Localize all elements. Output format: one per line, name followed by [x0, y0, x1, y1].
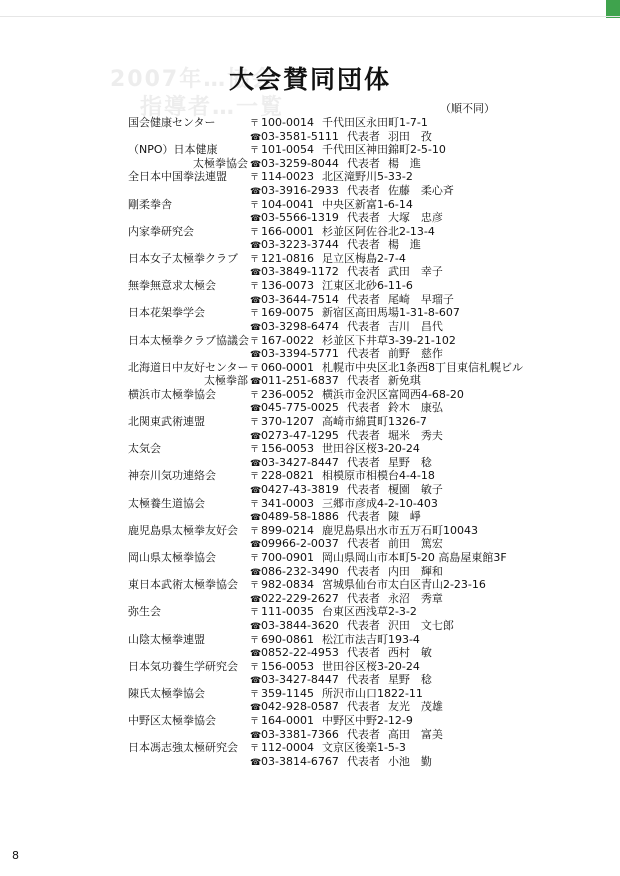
phone-number: 03-3644-7514 — [261, 292, 339, 306]
postal-mark-icon: 〒 — [250, 526, 260, 537]
address: 中央区新富1-6-14 — [321, 197, 413, 211]
representative-label: 代表者 — [346, 618, 380, 632]
phone-number: 03-3381-7366 — [261, 727, 339, 741]
organization-name: 日本気功養生学研究会 — [128, 659, 238, 673]
address: 台東区西浅草2-3-2 — [321, 605, 417, 619]
representative-name: 沢田 文七郎 — [387, 618, 454, 632]
representative-name: 小池 勤 — [387, 754, 432, 768]
phone-icon: ☎ — [250, 268, 262, 279]
address: 世田谷区桜3-20-24 — [321, 442, 420, 456]
organization-name: 剛柔拳舎 — [128, 197, 172, 211]
phone-icon: ☎ — [250, 350, 262, 360]
address: 千代田区神田錦町2-5-10 — [321, 143, 446, 157]
address: 相模原市相模台4-4-18 — [321, 469, 435, 483]
phone-number: 03-3849-1172 — [261, 265, 339, 279]
representative-label: 代表者 — [346, 510, 380, 524]
address: 足立区梅島2-7-4 — [321, 251, 406, 265]
address: 中野区中野2-12-9 — [321, 714, 413, 728]
phone-number: 03-3581-5111 — [261, 129, 339, 143]
postal-mark-icon: 〒 — [250, 472, 260, 483]
list-item — [0, 386, 620, 413]
phone-number: 03-3814-6767 — [261, 754, 339, 768]
organization-name: 日本馮志強太極研究会 — [128, 741, 238, 755]
organization-name: 山陰太極拳連盟 — [128, 632, 205, 646]
phone-number: 0273-47-1295 — [261, 428, 339, 442]
phone-icon: ☎ — [250, 730, 262, 741]
postal-mark-icon: 〒 — [250, 689, 260, 700]
representative-name: 西村 敏 — [387, 646, 432, 660]
postal-code: 060-0001 — [261, 360, 314, 374]
postal-mark-icon: 〒 — [250, 309, 260, 320]
postal-mark-icon: 〒 — [250, 635, 260, 646]
organization-name: 陳氏太極拳協会 — [128, 686, 205, 700]
organization-name: （NPO）日本健康 — [128, 143, 218, 157]
list-item — [0, 332, 620, 359]
postal-mark-icon: 〒 — [250, 254, 260, 265]
representative-label: 代表者 — [346, 211, 380, 225]
postal-code: 167-0022 — [261, 333, 314, 347]
organization-name: 日本女子太極拳クラブ — [128, 251, 238, 265]
phone-icon: ☎ — [250, 621, 262, 632]
phone-number: 03-3427-8447 — [261, 673, 339, 687]
postal-mark-icon: 〒 — [250, 146, 260, 157]
phone-number: 042-928-0587 — [261, 700, 339, 714]
list-item — [0, 739, 620, 766]
address: 杉並区下井草3-39-21-102 — [321, 333, 456, 347]
address: 世田谷区桜3-20-24 — [321, 659, 420, 673]
phone-number: 03-5566-1319 — [261, 211, 339, 225]
phone-icon: ☎ — [250, 703, 262, 714]
organization-name: 内家拳研究会 — [128, 224, 194, 238]
phone-icon: ☎ — [250, 241, 262, 252]
phone-icon: ☎ — [250, 485, 262, 496]
phone-number: 0852-22-4953 — [261, 646, 339, 660]
address: 宮城県仙台市太白区青山2-23-16 — [321, 578, 486, 592]
list-item — [0, 576, 620, 603]
list-item — [0, 223, 620, 250]
phone-number: 03-3916-2933 — [261, 183, 339, 197]
phone-rep-line — [250, 753, 432, 769]
list-item — [0, 250, 620, 277]
list-item — [0, 631, 620, 658]
postal-code: 101-0054 — [261, 143, 314, 157]
list-item — [0, 359, 620, 386]
organization-name: 神奈川気功連絡会 — [128, 469, 216, 483]
address: 文京区後楽1-5-3 — [321, 741, 406, 755]
phone-icon: ☎ — [250, 567, 262, 578]
representative-name: 星野 稔 — [387, 455, 432, 469]
address: 横浜市金沢区富岡西4-68-20 — [321, 387, 464, 401]
representative-name: 武田 幸子 — [387, 265, 443, 279]
postal-code: 690-0861 — [261, 632, 314, 646]
representative-name: 尾崎 早瑠子 — [387, 292, 454, 306]
address: 新宿区高田馬場1-31-8-607 — [321, 306, 460, 320]
phone-icon: ☎ — [250, 295, 262, 306]
organization-name: 東日本武術太極拳協会 — [128, 578, 238, 592]
postal-code: 982-0834 — [261, 578, 314, 592]
header-rule — [0, 16, 620, 17]
postal-code: 111-0035 — [261, 605, 314, 619]
representative-label: 代表者 — [346, 700, 380, 714]
order-note: （順不同） — [440, 102, 495, 115]
postal-mark-icon: 〒 — [250, 227, 260, 238]
phone-icon: ☎ — [250, 594, 262, 605]
organization-name: 日本太極拳クラブ協議会 — [128, 333, 249, 347]
postal-code: 164-0001 — [261, 714, 314, 728]
organization-list — [0, 114, 620, 767]
address: 千代田区永田町1-7-1 — [321, 116, 428, 129]
list-item — [0, 467, 620, 494]
address: 杉並区阿佐谷北2-13-4 — [321, 224, 435, 238]
postal-mark-icon: 〒 — [250, 363, 260, 374]
representative-label: 代表者 — [346, 319, 380, 333]
phone-icon: ☎ — [250, 214, 262, 225]
phone-icon: ☎ — [250, 649, 262, 660]
phone-icon: ☎ — [250, 431, 262, 442]
representative-label: 代表者 — [346, 374, 380, 388]
representative-name: 星野 稔 — [387, 673, 432, 687]
postal-code: 100-0014 — [261, 116, 314, 129]
representative-name: 高田 富美 — [387, 727, 443, 741]
address: 鹿児島県出水市五万石町10043 — [321, 523, 478, 537]
representative-name: 永沼 秀章 — [387, 591, 443, 605]
representative-label: 代表者 — [346, 591, 380, 605]
postal-mark-icon: 〒 — [250, 581, 260, 592]
representative-label: 代表者 — [346, 183, 380, 197]
representative-label: 代表者 — [346, 347, 380, 360]
organization-name: 全日本中国拳法連盟 — [128, 170, 227, 184]
list-item — [0, 522, 620, 549]
postal-mark-icon: 〒 — [250, 445, 260, 456]
organization-name: 太気会 — [128, 442, 161, 456]
phone-icon: ☎ — [250, 132, 262, 143]
representative-name: 前田 篤宏 — [387, 537, 443, 551]
postal-code: 359-1145 — [261, 686, 314, 700]
representative-name: 楊 進 — [387, 156, 421, 170]
postal-mark-icon: 〒 — [250, 119, 260, 129]
list-item — [0, 196, 620, 223]
representative-name: 堀米 秀夫 — [387, 428, 443, 442]
postal-code: 156-0053 — [261, 659, 314, 673]
list-item — [0, 440, 620, 467]
phone-icon: ☎ — [250, 458, 262, 469]
representative-label: 代表者 — [346, 292, 380, 306]
postal-code: 136-0073 — [261, 279, 314, 293]
representative-label: 代表者 — [346, 156, 380, 170]
postal-code: 700-0901 — [261, 551, 314, 564]
phone-number: 03-3259-8044 — [261, 156, 339, 170]
organization-name: 岡山県太極拳協会 — [128, 551, 216, 564]
address: 松江市法吉町193-4 — [321, 632, 420, 646]
address: 所沢市山口1822-11 — [321, 686, 423, 700]
list-item — [0, 277, 620, 304]
postal-mark-icon: 〒 — [250, 554, 260, 564]
representative-label: 代表者 — [346, 727, 380, 741]
representative-name: 友光 茂雄 — [387, 700, 443, 714]
organization-name-line2: 太極拳協会 — [193, 156, 248, 170]
postal-mark-icon: 〒 — [250, 282, 260, 293]
representative-name: 陳 崢 — [387, 510, 421, 524]
postal-code: 341-0003 — [261, 496, 314, 510]
phone-number: 022-229-2627 — [261, 591, 339, 605]
organization-name: 無拳無意求太極会 — [128, 279, 216, 293]
phone-icon: ☎ — [250, 513, 262, 524]
representative-label: 代表者 — [346, 455, 380, 469]
phone-icon: ☎ — [250, 377, 262, 388]
postal-code: 104-0041 — [261, 197, 314, 211]
representative-label: 代表者 — [346, 754, 380, 768]
representative-label: 代表者 — [346, 238, 380, 252]
representative-name: 榎園 敏子 — [387, 482, 443, 496]
phone-icon: ☎ — [250, 159, 262, 170]
organization-name-line2: 太極拳部 — [204, 374, 248, 388]
address: 三郷市彦成4-2-10-403 — [321, 496, 438, 510]
representative-label: 代表者 — [346, 428, 380, 442]
representative-name: 新免琪 — [387, 374, 421, 388]
list-item — [0, 712, 620, 739]
organization-name: 中野区太極拳協会 — [128, 714, 216, 728]
representative-name: 鈴木 康弘 — [387, 401, 443, 415]
list-item — [0, 141, 620, 168]
phone-number: 086-232-3490 — [261, 564, 339, 578]
phone-number: 0427-43-3819 — [261, 482, 339, 496]
phone-icon: ☎ — [250, 676, 262, 687]
postal-mark-icon: 〒 — [250, 608, 260, 619]
page-number: 8 — [12, 849, 19, 862]
representative-name: 前野 慈作 — [387, 347, 443, 360]
postal-code: 169-0075 — [261, 306, 314, 320]
postal-code: 166-0001 — [261, 224, 314, 238]
phone-number: 011-251-6837 — [261, 374, 339, 388]
representative-name: 羽田 孜 — [387, 129, 432, 143]
phone-icon: ☎ — [250, 757, 262, 768]
postal-mark-icon: 〒 — [250, 499, 260, 510]
background-ghost-text-2: 指導者…一覧 — [140, 95, 285, 120]
postal-code: 899-0214 — [261, 523, 314, 537]
list-item — [0, 658, 620, 685]
representative-name: 吉川 昌代 — [387, 319, 443, 333]
representative-name: 楊 進 — [387, 238, 421, 252]
postal-mark-icon: 〒 — [250, 717, 260, 728]
postal-code: 236-0052 — [261, 387, 314, 401]
phone-number: 09966-2-0037 — [261, 537, 339, 551]
representative-label: 代表者 — [346, 129, 380, 143]
organization-name: 弥生会 — [128, 605, 161, 619]
address: 江東区北砂6-11-6 — [321, 279, 413, 293]
phone-number: 0489-58-1886 — [261, 510, 339, 524]
phone-icon: ☎ — [250, 186, 262, 197]
list-item — [0, 168, 620, 195]
organization-name: 鹿児島県太極拳友好会 — [128, 523, 238, 537]
address: 岡山県岡山市本町5-20 高島屋東館3F — [321, 551, 507, 564]
representative-label: 代表者 — [346, 401, 380, 415]
postal-mark-icon: 〒 — [250, 390, 260, 401]
organization-name: 横浜市太極拳協会 — [128, 387, 216, 401]
postal-code: 112-0004 — [261, 741, 314, 755]
list-item — [0, 495, 620, 522]
list-item — [0, 304, 620, 331]
phone-icon: ☎ — [250, 540, 262, 551]
postal-mark-icon: 〒 — [250, 662, 260, 673]
postal-mark-icon: 〒 — [250, 173, 260, 184]
organization-name: 日本花架拳学会 — [128, 306, 205, 320]
phone-number: 03-3844-3620 — [261, 618, 339, 632]
postal-code: 370-1207 — [261, 415, 314, 429]
phone-number: 03-3298-6474 — [261, 319, 339, 333]
phone-number: 03-3394-5771 — [261, 347, 339, 360]
representative-label: 代表者 — [346, 265, 380, 279]
representative-label: 代表者 — [346, 564, 380, 578]
page-title: 大会賛同団体 — [228, 65, 391, 94]
phone-number: 03-3427-8447 — [261, 455, 339, 469]
postal-mark-icon: 〒 — [250, 336, 260, 347]
phone-number: 03-3223-3744 — [261, 238, 339, 252]
organization-name: 太極養生道協会 — [128, 496, 205, 510]
postal-mark-icon: 〒 — [250, 418, 260, 429]
representative-label: 代表者 — [346, 482, 380, 496]
organization-name: 国会健康センター — [128, 116, 216, 129]
list-item — [0, 413, 620, 440]
list-item — [0, 685, 620, 712]
postal-code: 121-0816 — [261, 251, 314, 265]
representative-label: 代表者 — [346, 673, 380, 687]
representative-name: 佐藤 柔心斉 — [387, 183, 454, 197]
background-ghost-text-1: 2007年…協会 — [110, 67, 276, 92]
phone-number: 045-775-0025 — [261, 401, 339, 415]
organization-name: 北海道日中友好センター — [128, 360, 249, 374]
representative-label: 代表者 — [346, 646, 380, 660]
postal-mark-icon: 〒 — [250, 200, 260, 211]
address: 高崎市綿貫町1326-7 — [321, 415, 427, 429]
address: 北区滝野川5-33-2 — [321, 170, 413, 184]
postal-code: 156-0053 — [261, 442, 314, 456]
representative-name: 内田 輝和 — [387, 564, 443, 578]
address: 札幌市中央区北1条西8丁目東信札幌ビル — [321, 360, 523, 374]
postal-mark-icon: 〒 — [250, 744, 260, 755]
phone-icon: ☎ — [250, 404, 262, 415]
organization-name: 北関東武術連盟 — [128, 415, 205, 429]
list-item — [0, 603, 620, 630]
postal-code: 114-0023 — [261, 170, 314, 184]
representative-name: 大塚 忠彦 — [387, 211, 443, 225]
representative-label: 代表者 — [346, 537, 380, 551]
phone-icon: ☎ — [250, 322, 262, 333]
list-item — [0, 549, 620, 576]
list-item — [0, 114, 620, 141]
postal-code: 228-0821 — [261, 469, 314, 483]
